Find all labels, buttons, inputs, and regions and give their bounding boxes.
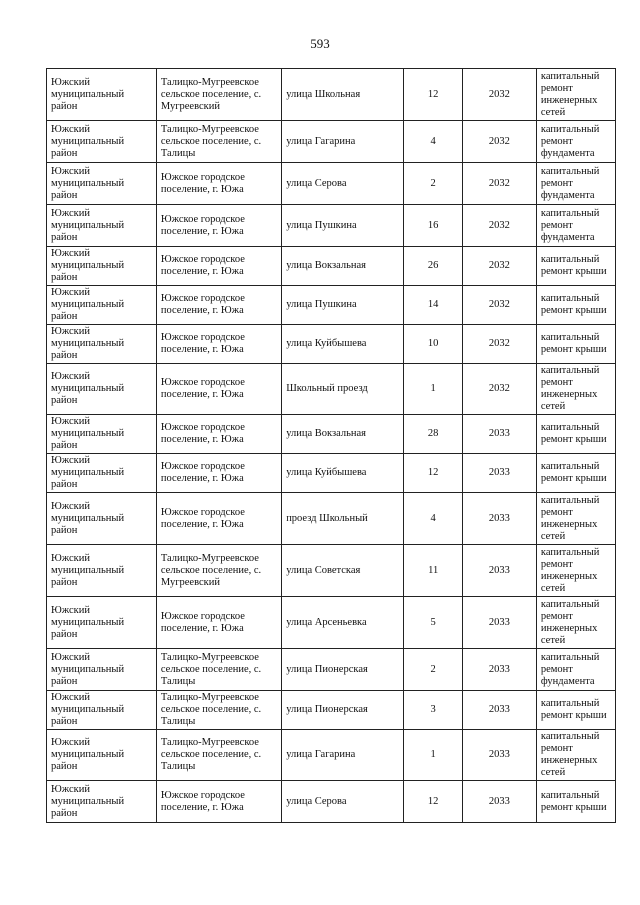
street-cell: улица Серова [282, 781, 404, 823]
house-number-cell: 5 [404, 597, 463, 649]
work-type-cell: капитальный ремонт инженерных сетей [536, 493, 615, 545]
district-cell: Южский муниципальный район [47, 247, 157, 286]
work-type-cell: капитальный ремонт крыши [536, 454, 615, 493]
year-cell: 2032 [462, 69, 536, 121]
table-row [47, 781, 616, 823]
table-row [47, 597, 616, 649]
table-row [47, 415, 616, 454]
settlement-cell: Южское городское поселение, г. Южа [156, 163, 281, 205]
settlement-cell: Талицко-Мугреевское сельское поселение, с. Мугреевский [156, 545, 281, 597]
settlement-cell: Южское городское поселение, г. Южа [156, 364, 281, 415]
year-cell: 2032 [462, 163, 536, 205]
year-cell: 2033 [462, 415, 536, 454]
district-cell: Южский муниципальный район [47, 415, 157, 454]
house-number-cell: 1 [404, 730, 463, 781]
district-cell: Южский муниципальный район [47, 545, 157, 597]
table-row [47, 364, 616, 415]
house-number-cell: 3 [404, 691, 463, 730]
work-type-cell: капитальный ремонт инженерных сетей [536, 730, 615, 781]
work-type-cell: капитальный ремонт фундамента [536, 205, 615, 247]
house-number-cell: 4 [404, 493, 463, 545]
house-number-cell: 12 [404, 454, 463, 493]
table-row [47, 493, 616, 545]
district-cell: Южский муниципальный район [47, 597, 157, 649]
street-cell: улица Пушкина [282, 286, 404, 325]
district-cell: Южский муниципальный район [47, 163, 157, 205]
settlement-cell: Южское городское поселение, г. Южа [156, 781, 281, 823]
street-cell: улица Куйбышева [282, 454, 404, 493]
settlement-cell: Южское городское поселение, г. Южа [156, 205, 281, 247]
street-cell: улица Гагарина [282, 730, 404, 781]
year-cell: 2033 [462, 781, 536, 823]
street-cell: улица Вокзальная [282, 247, 404, 286]
district-cell: Южский муниципальный район [47, 286, 157, 325]
work-type-cell: капитальный ремонт инженерных сетей [536, 69, 615, 121]
work-type-cell: капитальный ремонт инженерных сетей [536, 364, 615, 415]
house-number-cell: 12 [404, 69, 463, 121]
table-row [47, 247, 616, 286]
repair-schedule-table [46, 68, 616, 823]
house-number-cell: 28 [404, 415, 463, 454]
district-cell: Южский муниципальный район [47, 781, 157, 823]
house-number-cell: 26 [404, 247, 463, 286]
house-number-cell: 2 [404, 649, 463, 691]
year-cell: 2032 [462, 364, 536, 415]
district-cell: Южский муниципальный район [47, 325, 157, 364]
settlement-cell: Талицко-Мугреевское сельское поселение, с. Мугреевский [156, 69, 281, 121]
house-number-cell: 2 [404, 163, 463, 205]
street-cell: улица Арсеньевка [282, 597, 404, 649]
year-cell: 2033 [462, 649, 536, 691]
district-cell: Южский муниципальный район [47, 493, 157, 545]
settlement-cell: Талицко-Мугреевское сельское поселение, с. Талицы [156, 730, 281, 781]
settlement-cell: Талицко-Мугреевское сельское поселение, с. Талицы [156, 121, 281, 163]
year-cell: 2033 [462, 597, 536, 649]
district-cell: Южский муниципальный район [47, 364, 157, 415]
settlement-cell: Южское городское поселение, г. Южа [156, 325, 281, 364]
street-cell: проезд Школьный [282, 493, 404, 545]
street-cell: Школьный проезд [282, 364, 404, 415]
settlement-cell: Южское городское поселение, г. Южа [156, 415, 281, 454]
work-type-cell: капитальный ремонт фундамента [536, 649, 615, 691]
work-type-cell: капитальный ремонт крыши [536, 415, 615, 454]
house-number-cell: 4 [404, 121, 463, 163]
page-number: 593 [310, 36, 330, 51]
street-cell: улица Гагарина [282, 121, 404, 163]
district-cell: Южский муниципальный район [47, 454, 157, 493]
year-cell: 2032 [462, 205, 536, 247]
district-cell: Южский муниципальный район [47, 205, 157, 247]
settlement-cell: Южское городское поселение, г. Южа [156, 597, 281, 649]
table-row [47, 730, 616, 781]
house-number-cell: 11 [404, 545, 463, 597]
settlement-cell: Талицко-Мугреевское сельское поселение, с. Талицы [156, 691, 281, 730]
table-row [47, 649, 616, 691]
table-row [47, 163, 616, 205]
work-type-cell: капитальный ремонт фундамента [536, 121, 615, 163]
street-cell: улица Советская [282, 545, 404, 597]
street-cell: улица Пионерская [282, 691, 404, 730]
district-cell: Южский муниципальный район [47, 691, 157, 730]
street-cell: улица Серова [282, 163, 404, 205]
house-number-cell: 16 [404, 205, 463, 247]
district-cell: Южский муниципальный район [47, 69, 157, 121]
table-row [47, 121, 616, 163]
settlement-cell: Южское городское поселение, г. Южа [156, 493, 281, 545]
house-number-cell: 1 [404, 364, 463, 415]
table-row [47, 205, 616, 247]
house-number-cell: 14 [404, 286, 463, 325]
year-cell: 2033 [462, 493, 536, 545]
district-cell: Южский муниципальный район [47, 121, 157, 163]
street-cell: улица Вокзальная [282, 415, 404, 454]
work-type-cell: капитальный ремонт крыши [536, 325, 615, 364]
table-row [47, 691, 616, 730]
year-cell: 2032 [462, 121, 536, 163]
district-cell: Южский муниципальный район [47, 649, 157, 691]
year-cell: 2032 [462, 286, 536, 325]
work-type-cell: капитальный ремонт крыши [536, 691, 615, 730]
table-row [47, 325, 616, 364]
year-cell: 2032 [462, 325, 536, 364]
street-cell: улица Школьная [282, 69, 404, 121]
work-type-cell: капитальный ремонт инженерных сетей [536, 597, 615, 649]
work-type-cell: капитальный ремонт крыши [536, 286, 615, 325]
settlement-cell: Южское городское поселение, г. Южа [156, 247, 281, 286]
work-type-cell: капитальный ремонт фундамента [536, 163, 615, 205]
year-cell: 2032 [462, 247, 536, 286]
house-number-cell: 12 [404, 781, 463, 823]
work-type-cell: капитальный ремонт инженерных сетей [536, 545, 615, 597]
table-row [47, 286, 616, 325]
table-row [47, 69, 616, 121]
year-cell: 2033 [462, 730, 536, 781]
work-type-cell: капитальный ремонт крыши [536, 247, 615, 286]
year-cell: 2033 [462, 454, 536, 493]
table-row [47, 545, 616, 597]
year-cell: 2033 [462, 691, 536, 730]
street-cell: улица Куйбышева [282, 325, 404, 364]
table-row [47, 454, 616, 493]
year-cell: 2033 [462, 545, 536, 597]
work-type-cell: капитальный ремонт крыши [536, 781, 615, 823]
settlement-cell: Талицко-Мугреевское сельское поселение, с. Талицы [156, 649, 281, 691]
street-cell: улица Пушкина [282, 205, 404, 247]
street-cell: улица Пионерская [282, 649, 404, 691]
settlement-cell: Южское городское поселение, г. Южа [156, 286, 281, 325]
table-body [47, 69, 616, 823]
settlement-cell: Южское городское поселение, г. Южа [156, 454, 281, 493]
house-number-cell: 10 [404, 325, 463, 364]
district-cell: Южский муниципальный район [47, 730, 157, 781]
